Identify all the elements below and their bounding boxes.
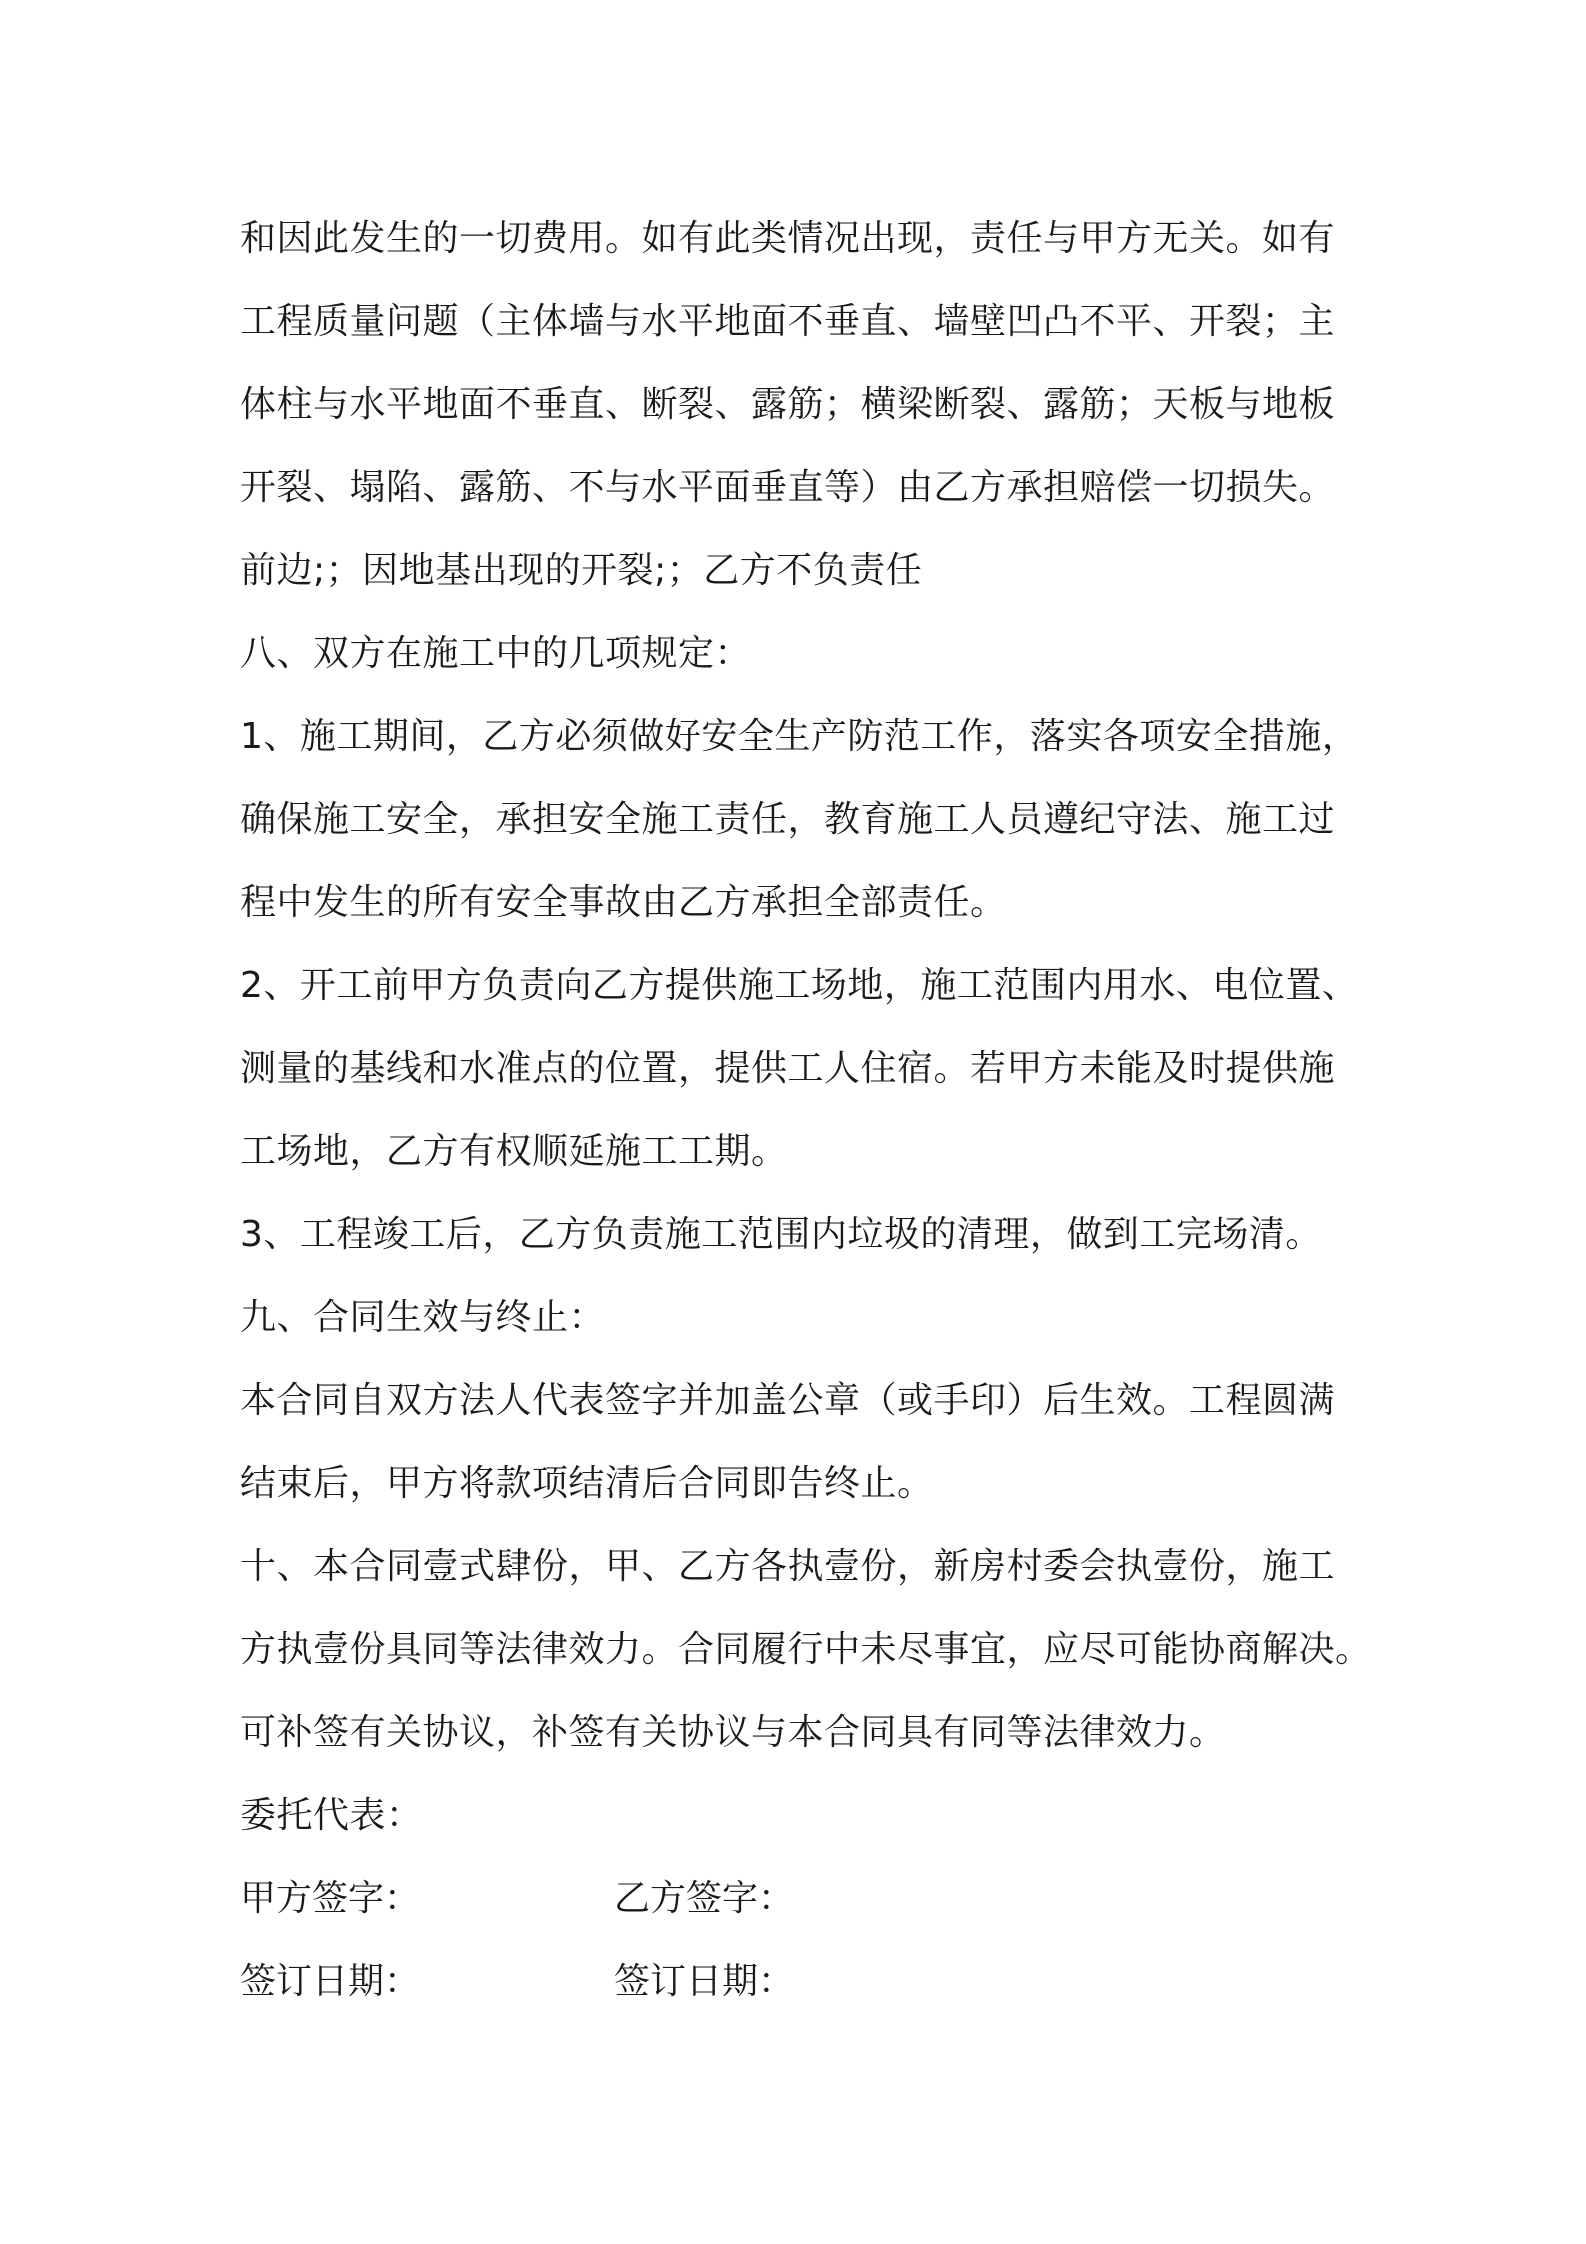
text-line: 方执壹份具同等法律效力。合同履行中未尽事宜，应尽可能协商解决。: [240, 1629, 1372, 1670]
text-line: 和因此发生的一切费用。如有此类情况出现，责任与甲方无关。如有: [240, 218, 1336, 259]
party-b-signature-label: 乙方签字：: [614, 1878, 795, 1919]
party-a-date-label: 签订日期：: [240, 1961, 421, 2002]
text-line: 本合同自双方法人代表签字并加盖公章（或手印）后生效。工程圆满: [240, 1380, 1336, 1421]
text-line: 开裂、塌陷、露筋、不与水平面垂直等）由乙方承担赔偿一切损失。: [240, 467, 1336, 508]
text-line: 工场地，乙方有权顺延施工工期。: [240, 1131, 788, 1172]
text-line: 可补签有关协议，补签有关协议与本合同具有同等法律效力。: [240, 1712, 1226, 1753]
section-heading-8: 八、双方在施工中的几项规定：: [240, 633, 752, 674]
date-row: [240, 1940, 1370, 2023]
text-line: 3、工程竣工后，乙方负责施工范围内垃圾的清理，做到工完场清。: [240, 1214, 1322, 1255]
signature-row: [240, 1857, 1370, 1940]
text-line: 确保施工安全，承担安全施工责任，教育施工人员遵纪守法、施工过: [240, 799, 1336, 840]
text-line: 程中发生的所有安全事故由乙方承担全部责任。: [240, 882, 1007, 923]
text-line: 结束后，甲方将款项结清后合同即告终止。: [240, 1463, 934, 1504]
text-line: 工程质量问题（主体墙与水平地面不垂直、墙壁凹凸不平、开裂；主: [240, 301, 1336, 342]
contract-page: [240, 197, 1370, 2023]
text-line: 体柱与水平地面不垂直、断裂、露筋；横梁断裂、露筋；天板与地板: [240, 384, 1336, 425]
party-a-signature-label: 甲方签字：: [240, 1878, 421, 1919]
text-line: 测量的基线和水准点的位置，提供工人住宿。若甲方未能及时提供施: [240, 1048, 1336, 1089]
party-b-date-label: 签订日期：: [614, 1961, 795, 2002]
text-line: 1、施工期间，乙方必须做好安全生产防范工作，落实各项安全措施，: [240, 716, 1359, 757]
text-line: 前边;；因地基出现的开裂;；乙方不负责任: [240, 550, 923, 591]
text-line: 2、开工前甲方负责向乙方提供施工场地，施工范围内用水、电位置、: [240, 965, 1359, 1006]
text-line: 十、本合同壹式肆份，甲、乙方各执壹份，新房村委会执壹份，施工: [240, 1546, 1336, 1587]
section-heading-9: 九、合同生效与终止：: [240, 1297, 606, 1338]
representative-label: 委托代表：: [240, 1795, 423, 1836]
